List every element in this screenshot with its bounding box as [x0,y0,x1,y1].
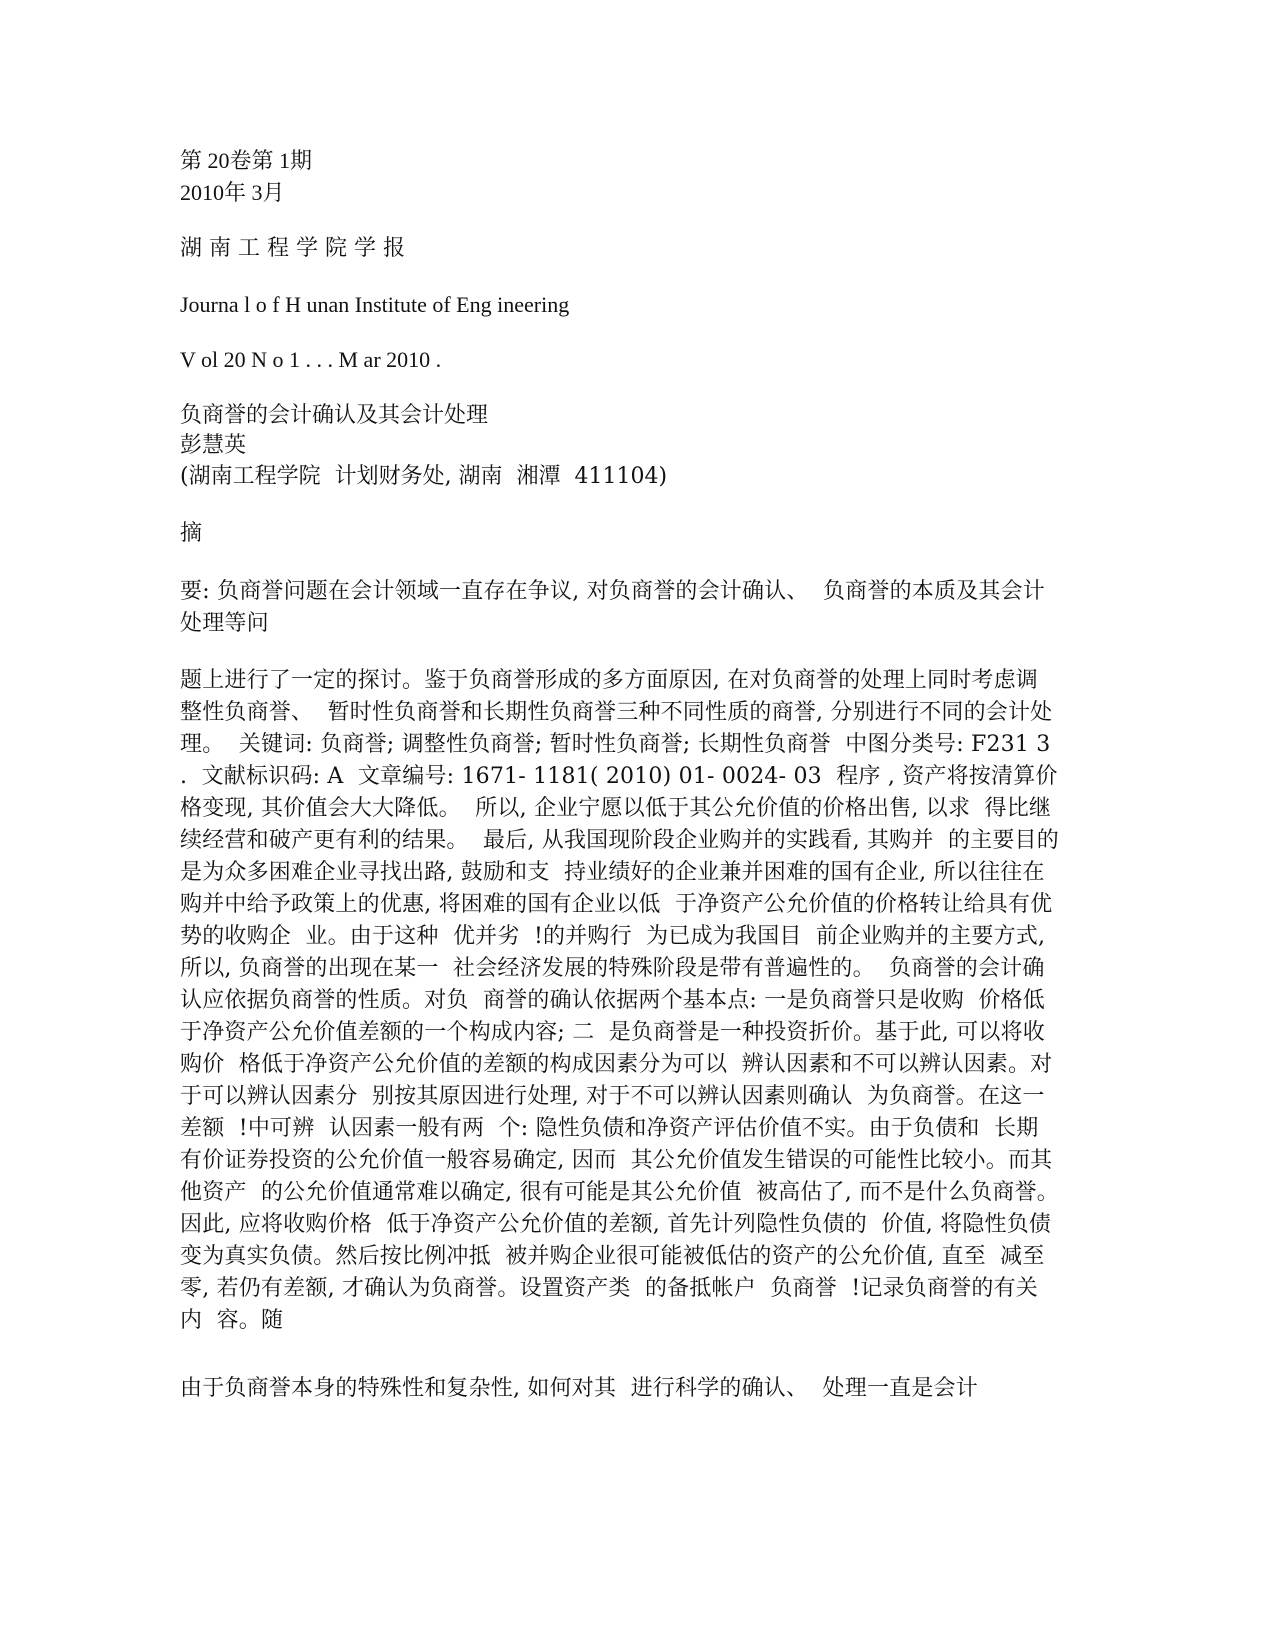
publication-date: 2010年 3月 [180,180,285,205]
body-paragraph-continued: 由于负商誉本身的特殊性和复杂性, 如何对其 进行科学的确认、 处理一直是会计 [180,1376,978,1401]
journal-title-en: Journa l o f H unan Institute of Eng ineering [180,292,570,317]
body-paragraph: 题上进行了一定的探讨。鉴于负商誉形成的多方面原因, 在对负商誉的处理上同时考虑调整性负商誉、 暂时性负商誉和长期性负商誉三种不同性质的商誉, 分别进行不同的会计处理。 关键词: 负商誉; 调整性负商誉; 暂时性负商誉; 长期性负商誉 中图分类号: F231 3 . 文献标识码: A 文章编号: 1671- 1181( 2010) 01- 0024- 03 程序 , 资产将按清算价格变现, 其价值会大大降低。 所以, 企业宁愿以低于其公允价值的价格出售, 以求 得比继续经营和破产更有利的结果。 最后, 从我国现阶段企业购并的实践看, 其购并 的主要目的是为众多困难企业寻找出路, 鼓励和支 持业绩好的企业兼并困难的国有企业, 所以往往在 购并中给予政策上的优惠, 将困难的国有企业以低 于净资产公允价值的价格转让给具有优势的收购企 业。由于这种 优并劣 !的并购行 为已成为我国目 前企业购并的主要方式, 所以, 负商誉的出现在某一 社会经济发展的特殊阶段是带有普遍性的。 负商誉的会计确认应依据负商誉的性质。对负 商誉的确认依据两个基本点: 一是负商誉只是收购 价格低于净资产公允价值差额的一个构成内容; 二 是负商誉是一种投资折价。基于此, 可以将收购价 格低于净资产公允价值的差额的构成因素分为可以 辨认因素和不可以辨认因素。对于可以辨认因素分 别按其原因进行处理, 对于不可以辨认因素则确认 为负商誉。在这一 差额 !中可辨 认因素一般有两 个: 隐性负债和净资产评估价值不实。由于负债和 长期有价证券投资的公允价值一般容易确定, 因而 其公允价值发生错误的可能性比较小。而其他资产 的公允价值通常难以确定, 很有可能是其公允价值 被高估了, 而不是什么负商誉。因此, 应将收购价格 低于净资产公允价值的差额, 首先计列隐性负债的 价值, 将隐性负债变为真实负债。然后按比例冲抵 被并购企业很可能被低估的资产的公允价值, 直至 减至零, 若仍有差额, 才确认为负商誉。设置资产类 的备抵帐户 负商誉 !记录负商誉的有关内 容。随 [180,668,1059,1333]
volume-line-en: V ol 20 N o 1 . . . M ar 2010 . [180,347,442,372]
abstract-label: 摘 [180,521,203,546]
article-author: 彭慧英 [180,433,247,458]
author-affiliation: (湖南工程学院 计划财务处, 湖南 湘潭 411104) [180,464,668,489]
journal-title-cn: 湖 南 工 程 学 院 学 报 [180,236,405,261]
article-title: 负商誉的会计确认及其会计处理 [180,403,489,428]
volume-issue: 第 20卷第 1期 [180,148,313,173]
abstract-paragraph: 要: 负商誉问题在会计领域一直存在争议, 对负商誉的会计确认、 负商誉的本质及其会计处理等问 [180,579,1045,636]
